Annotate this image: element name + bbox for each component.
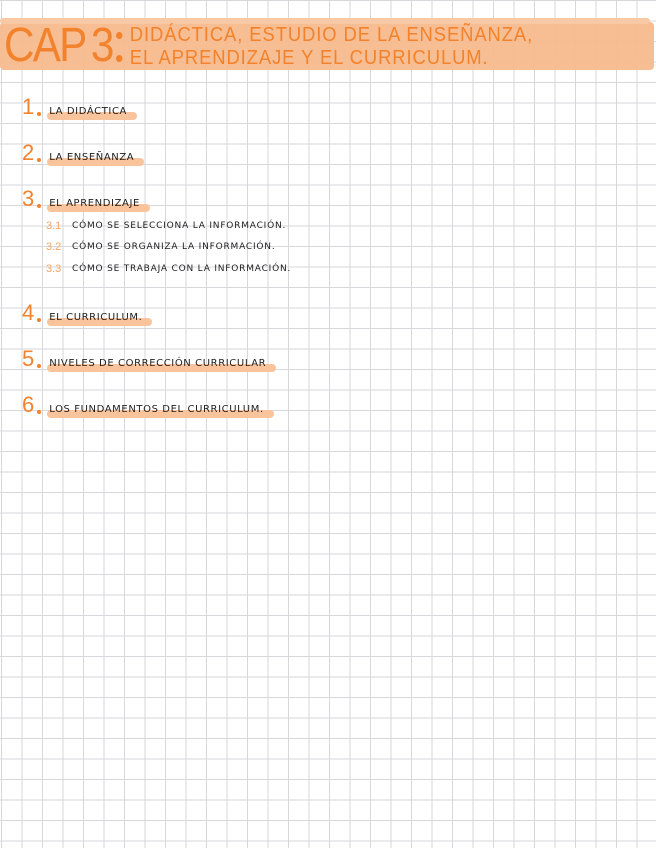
subsection-3-2 xyxy=(46,241,276,253)
subsection-number: 3.3 xyxy=(46,263,62,275)
dot-icon xyxy=(37,318,41,322)
chapter-title-line-1 xyxy=(116,24,533,47)
dot-icon xyxy=(37,112,41,116)
section-4 xyxy=(22,302,146,324)
subsection-text: CÓMO SE TRABAJA CON LA INFORMACIÓN. xyxy=(72,264,292,274)
section-title-text: LA DIDÁCTICA xyxy=(49,106,127,117)
chapter-number: 3 xyxy=(90,19,113,72)
chapter-title xyxy=(116,24,569,70)
section-3 xyxy=(22,188,144,210)
subsection-3-3 xyxy=(46,263,291,275)
chapter-title-text-2: EL APRENDIZAJE Y EL CURRICULUM. xyxy=(129,47,489,69)
section-number: 3 xyxy=(22,186,35,211)
chapter-title-text-1: DIDÁCTICA, ESTUDIO DE LA ENSEÑANZA, xyxy=(129,24,534,46)
section-title xyxy=(47,152,138,164)
section-number: 2 xyxy=(22,140,35,165)
section-1 xyxy=(22,96,131,118)
section-title-text: LOS FUNDAMENTOS DEL CURRICULUM. xyxy=(49,404,264,415)
section-title xyxy=(47,404,267,416)
bullet-dot-icon xyxy=(116,55,122,62)
section-number: 1 xyxy=(22,94,35,119)
dot-icon xyxy=(37,364,41,368)
chapter-word: CAP xyxy=(4,19,86,72)
section-title-text: EL APRENDIZAJE xyxy=(49,198,140,209)
chapter-header xyxy=(0,18,656,76)
section-title-text: EL CURRICULUM. xyxy=(49,312,143,323)
bullet-dot-icon xyxy=(116,32,122,39)
section-title xyxy=(47,198,144,210)
section-title-text: LA ENSEÑANZA xyxy=(49,152,135,163)
dot-icon xyxy=(37,410,41,414)
section-number: 4 xyxy=(22,300,35,325)
section-title-text: NIVELES DE CORRECCIÓN CURRICULAR xyxy=(49,358,267,369)
subsection-text: CÓMO SE ORGANIZA LA INFORMACIÓN. xyxy=(72,242,276,252)
dot-icon xyxy=(37,204,41,208)
section-title xyxy=(47,106,131,118)
section-2 xyxy=(22,142,138,164)
chapter-title-line-2 xyxy=(116,47,533,70)
subsection-number: 3.2 xyxy=(46,241,62,253)
chapter-label xyxy=(4,18,113,74)
section-6 xyxy=(22,394,268,416)
section-number: 5 xyxy=(22,346,35,371)
dot-icon xyxy=(37,158,41,162)
section-number: 6 xyxy=(22,392,35,417)
section-5 xyxy=(22,348,270,370)
subsection-text: CÓMO SE SELECCIONA LA INFORMACIÓN. xyxy=(72,221,287,231)
subsection-3-1 xyxy=(46,220,286,232)
section-title xyxy=(47,358,270,370)
section-title xyxy=(47,312,146,324)
subsection-number: 3.1 xyxy=(46,220,62,232)
